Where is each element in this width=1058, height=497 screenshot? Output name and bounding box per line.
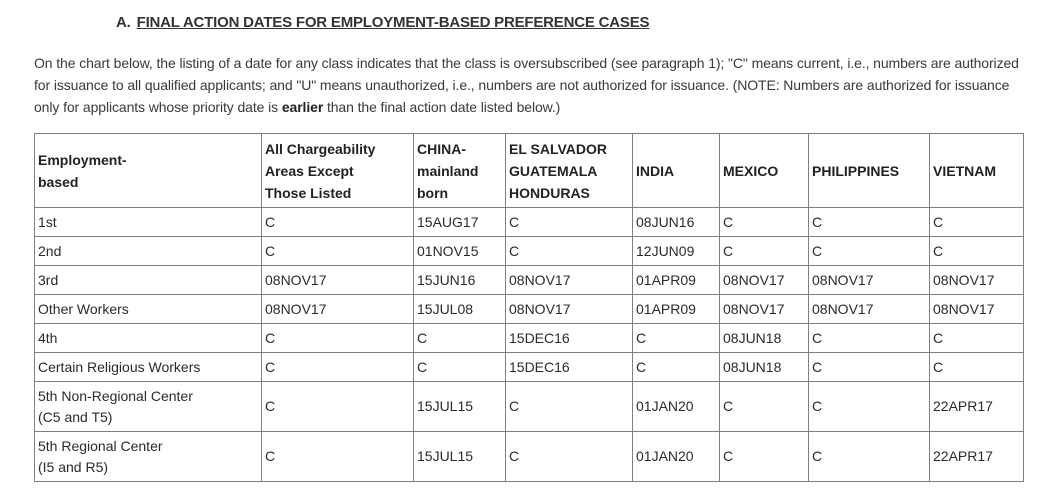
table-cell: 08NOV17 xyxy=(506,295,633,324)
table-cell: 08JUN18 xyxy=(720,324,809,353)
row-label-line: 4th xyxy=(38,329,58,346)
intro-bold-word: earlier xyxy=(281,99,324,115)
table-header-row xyxy=(35,134,1024,208)
table-cell: 01APR09 xyxy=(633,266,720,295)
table-cell: C xyxy=(262,353,414,382)
header-employment-based xyxy=(35,134,262,208)
table-cell: C xyxy=(414,353,506,382)
table-cell: C xyxy=(720,208,809,237)
row-label-line: (I5 and R5) xyxy=(38,458,109,475)
section-letter: A. xyxy=(116,14,131,31)
table-cell: C xyxy=(809,324,930,353)
table-cell: C xyxy=(633,353,720,382)
row-label xyxy=(35,324,262,353)
table-row xyxy=(35,432,1024,482)
table-cell: C xyxy=(506,432,633,482)
header-line: INDIA xyxy=(636,162,675,179)
table-row xyxy=(35,208,1024,237)
final-action-dates-table xyxy=(34,133,1024,482)
header-line: Those Listed xyxy=(265,184,352,201)
section-heading xyxy=(116,14,649,31)
intro-paragraph xyxy=(34,52,1024,118)
table-cell: 08NOV17 xyxy=(809,266,930,295)
table-cell: 22APR17 xyxy=(930,382,1024,432)
table-cell: C xyxy=(506,382,633,432)
table-cell: C xyxy=(262,382,414,432)
row-label xyxy=(35,382,262,432)
row-label xyxy=(35,432,262,482)
table-cell: C xyxy=(720,382,809,432)
header-line: HONDURAS xyxy=(509,184,590,201)
header-line: Areas Except xyxy=(265,162,354,179)
table-cell: 01JAN20 xyxy=(633,382,720,432)
table-cell: C xyxy=(262,237,414,266)
header-philippines xyxy=(809,134,930,208)
table-row xyxy=(35,266,1024,295)
table-cell: C xyxy=(262,324,414,353)
header-india xyxy=(633,134,720,208)
header-line: born xyxy=(417,184,449,201)
header-mexico xyxy=(720,134,809,208)
row-label-line: 2nd xyxy=(38,242,62,259)
row-label-line: Certain Religious Workers xyxy=(38,358,201,375)
header-line: GUATEMALA xyxy=(509,162,598,179)
table-cell: C xyxy=(809,353,930,382)
header-line: based xyxy=(38,173,79,190)
table-cell: C xyxy=(930,237,1024,266)
table-row xyxy=(35,324,1024,353)
table-cell: 01APR09 xyxy=(633,295,720,324)
table-cell: C xyxy=(506,208,633,237)
row-label xyxy=(35,237,262,266)
table-cell: 08NOV17 xyxy=(262,295,414,324)
table-cell: C xyxy=(809,382,930,432)
row-label xyxy=(35,295,262,324)
header-line: Employment- xyxy=(38,151,127,168)
table-cell: C xyxy=(809,432,930,482)
header-all-chargeability xyxy=(262,134,414,208)
table-cell: C xyxy=(262,208,414,237)
row-label-line: 5th Non-Regional Center xyxy=(38,387,193,404)
table-row xyxy=(35,295,1024,324)
section-title: FINAL ACTION DATES FOR EMPLOYMENT-BASED PREFERENCE CASES xyxy=(136,14,650,31)
table-cell: 15JUL08 xyxy=(414,295,506,324)
table-cell: C xyxy=(930,353,1024,382)
table-cell: 08NOV17 xyxy=(809,295,930,324)
table-cell: 08NOV17 xyxy=(930,295,1024,324)
table-cell: C xyxy=(633,324,720,353)
table-cell: C xyxy=(809,237,930,266)
table-body xyxy=(35,208,1024,482)
table-cell: 01JAN20 xyxy=(633,432,720,482)
table-cell: 08NOV17 xyxy=(720,295,809,324)
header-line: CHINA- xyxy=(417,140,466,157)
table-cell: 08NOV17 xyxy=(930,266,1024,295)
row-label-line: Other Workers xyxy=(38,300,129,317)
row-label xyxy=(35,266,262,295)
table-row xyxy=(35,353,1024,382)
table-cell: 08NOV17 xyxy=(506,266,633,295)
table-cell: 15DEC16 xyxy=(506,353,633,382)
table-cell: C xyxy=(930,208,1024,237)
header-line: VIETNAM xyxy=(933,162,996,179)
table-cell: 15JUL15 xyxy=(414,382,506,432)
header-line: PHILIPPINES xyxy=(812,162,900,179)
table-cell: C xyxy=(262,432,414,482)
row-label-line: 1st xyxy=(38,213,57,230)
table-cell: C xyxy=(930,324,1024,353)
table-row xyxy=(35,237,1024,266)
table-cell: C xyxy=(809,208,930,237)
header-el-salvador-guatemala-honduras xyxy=(506,134,633,208)
header-line: All Chargeability xyxy=(265,140,376,157)
intro-text: On the chart below, the listing of a date for any class indicates that the class is oversubscribed (see paragraph 1); "C" means current, i.e., numbers are authorized for issuance to all qualified applicants; and "U" means unauthorized, i.e., numbers are not authorized for issuance. (NOTE: Numbers are authorized for issuance only for applicants whose priority date is xyxy=(34,55,1019,115)
header-line: EL SALVADOR xyxy=(509,140,608,157)
row-label-line: (C5 and T5) xyxy=(38,408,113,425)
table-cell: C xyxy=(720,432,809,482)
row-label xyxy=(35,208,262,237)
header-china xyxy=(414,134,506,208)
table-cell: C xyxy=(506,237,633,266)
table-cell: 08NOV17 xyxy=(262,266,414,295)
row-label-line: 3rd xyxy=(38,271,59,288)
header-line: mainland xyxy=(417,162,479,179)
intro-text-end: than the final action date listed below.) xyxy=(323,99,561,115)
table-cell: 08JUN18 xyxy=(720,353,809,382)
table-row xyxy=(35,382,1024,432)
header-line: MEXICO xyxy=(723,162,779,179)
table-cell: 08JUN16 xyxy=(633,208,720,237)
table-cell: 08NOV17 xyxy=(720,266,809,295)
header-vietnam xyxy=(930,134,1024,208)
table-cell: C xyxy=(414,324,506,353)
row-label-line: 5th Regional Center xyxy=(38,437,163,454)
row-label xyxy=(35,353,262,382)
table-cell: 01NOV15 xyxy=(414,237,506,266)
table-cell: C xyxy=(720,237,809,266)
table-cell: 15JUN16 xyxy=(414,266,506,295)
table-cell: 15AUG17 xyxy=(414,208,506,237)
table-cell: 12JUN09 xyxy=(633,237,720,266)
table-cell: 22APR17 xyxy=(930,432,1024,482)
table-cell: 15JUL15 xyxy=(414,432,506,482)
table-cell: 15DEC16 xyxy=(506,324,633,353)
